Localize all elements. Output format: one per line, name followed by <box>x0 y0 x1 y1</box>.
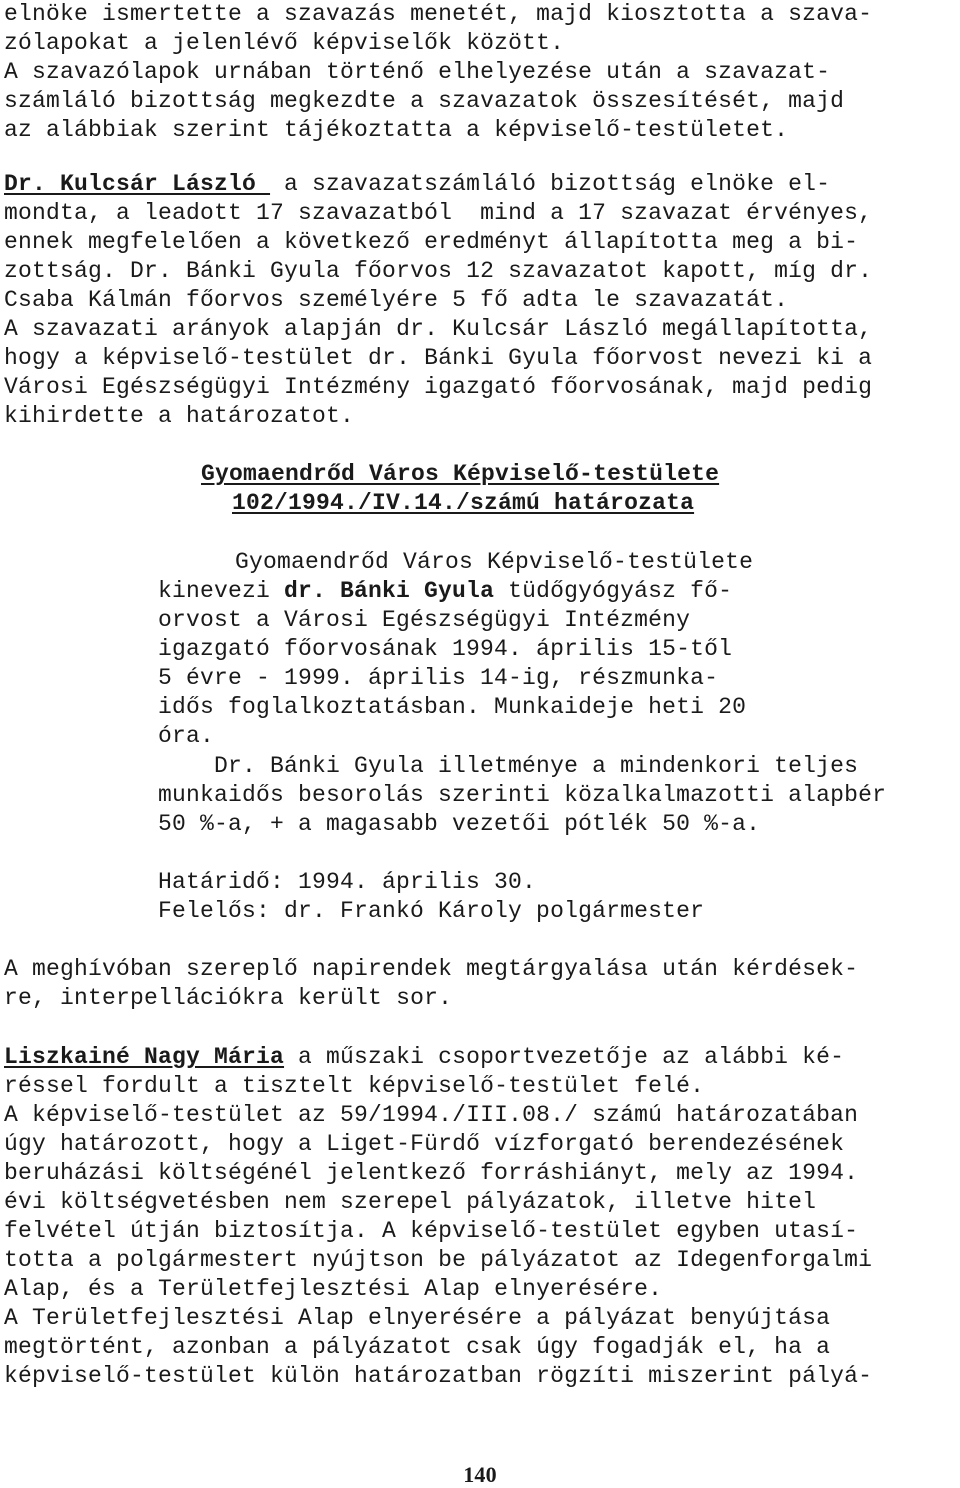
text-line: Csaba Kálmán főorvos személyére 5 fő adta le szavazatát. <box>4 287 789 313</box>
text-line: mondta, a leadott 17 szavazatból mind a 17 szavazat érvényes, <box>4 200 873 226</box>
page-number: 140 <box>463 1462 497 1487</box>
text-line <box>4 1043 844 1072</box>
text-line: 50 %-a, + a magasabb vezetői pótlék 50 %-a. <box>158 811 761 837</box>
text-line: hogy a képviselő-testület dr. Bánki Gyula főorvost nevezi ki a <box>4 345 873 371</box>
text-line: A képviselő-testület az 59/1994./III.08./ számú határozatában <box>4 1102 859 1128</box>
text-line: igazgató főorvosának 1994. április 15-től <box>158 636 733 662</box>
text-line <box>158 577 732 606</box>
text-line: orvost a Városi Egészségügyi Intézmény <box>158 607 691 633</box>
text-line: kihirdette a határozatot. <box>4 403 355 429</box>
text-line: munkaidős besorolás szerinti közalkalmazotti alapbér <box>158 782 887 808</box>
text-line: zólapokat a jelenlévő képviselők között. <box>4 30 565 56</box>
text-span: a műszaki csoportvezetője az alábbi ké- <box>284 1044 845 1070</box>
resolution-heading: Gyomaendrőd Város Képviselő-testülete <box>201 461 720 487</box>
text-line: felvétel útján biztosítja. A képviselő-testület egyben utasí- <box>4 1218 859 1244</box>
text-line: totta a polgármestert nyújtson be pályázatot az Idegenforgalmi <box>4 1247 873 1273</box>
text-line: re, interpellációkra került sor. <box>4 985 453 1011</box>
appointee-name: dr. Bánki Gyula <box>284 578 495 604</box>
responsible: Felelős: dr. Frankó Károly polgármester <box>158 898 705 924</box>
speaker-name: Liszkainé Nagy Mária <box>4 1044 285 1070</box>
text-line: megtörtént, azonban a pályázatot csak úgy fogadják el, ha a <box>4 1334 831 1360</box>
text-line: A szavazati arányok alapján dr. Kulcsár László megállapította, <box>4 316 873 342</box>
resolution-number: 102/1994./IV.14./számú határozata <box>232 490 695 516</box>
text-line: Dr. Bánki Gyula illetménye a mindenkori teljes <box>158 753 859 779</box>
text-line: zottság. Dr. Bánki Gyula főorvos 12 szavazatot kapott, míg dr. <box>4 258 873 284</box>
text-line: idős foglalkoztatásban. Munkaideje heti 20 <box>158 694 747 720</box>
text-line: A szavazólapok urnában történő elhelyezése után a szavazat- <box>4 59 831 85</box>
text-line: elnöke ismertette a szavazás menetét, majd kiosztotta a szava- <box>4 1 873 27</box>
text-span: tüdőgyógyász fő- <box>494 578 733 604</box>
text-line: Városi Egészségügyi Intézmény igazgató főorvosának, majd pedig <box>4 374 873 400</box>
speaker-name: Dr. Kulcsár László <box>4 171 271 197</box>
text-line: Alap, és a Területfejlesztési Alap elnyerésére. <box>4 1276 663 1302</box>
text-line: A Területfejlesztési Alap elnyerésére a pályázat benyújtása <box>4 1305 831 1331</box>
text-line: beruházási költségénél jelentkező forráshiányt, mely az 1994. <box>4 1160 859 1186</box>
text-line: számláló bizottság megkezdte a szavazatok összesítését, majd <box>4 88 845 114</box>
text-line: óra. <box>158 723 215 749</box>
text-line: ennek megfelelően a következő eredményt állapította meg a bi- <box>4 229 859 255</box>
text-line: Gyomaendrőd Város Képviselő-testülete <box>235 549 754 575</box>
text-line: 5 évre - 1999. április 14-ig, részmunka- <box>158 665 719 691</box>
text-line: réssel fordult a tisztelt képviselő-testület felé. <box>4 1073 705 1099</box>
text-line: A meghívóban szereplő napirendek megtárgyalása után kérdések- <box>4 956 859 982</box>
text-line <box>4 170 830 199</box>
text-span: kinevezi <box>158 578 285 604</box>
text-line: évi költségvetésben nem szerepel pályázatok, illetve hitel <box>4 1189 817 1215</box>
text-span: a szavazatszámláló bizottság elnöke el- <box>270 171 831 197</box>
deadline: Határidő: 1994. április 30. <box>158 869 537 895</box>
text-line: képviselő-testület külön határozatban rögzíti miszerint pályá- <box>4 1363 873 1389</box>
text-line: az alábbiak szerint tájékoztatta a képviselő-testületet. <box>4 117 789 143</box>
text-line: úgy határozott, hogy a Liget-Fürdő vízforgató berendezésének <box>4 1131 845 1157</box>
